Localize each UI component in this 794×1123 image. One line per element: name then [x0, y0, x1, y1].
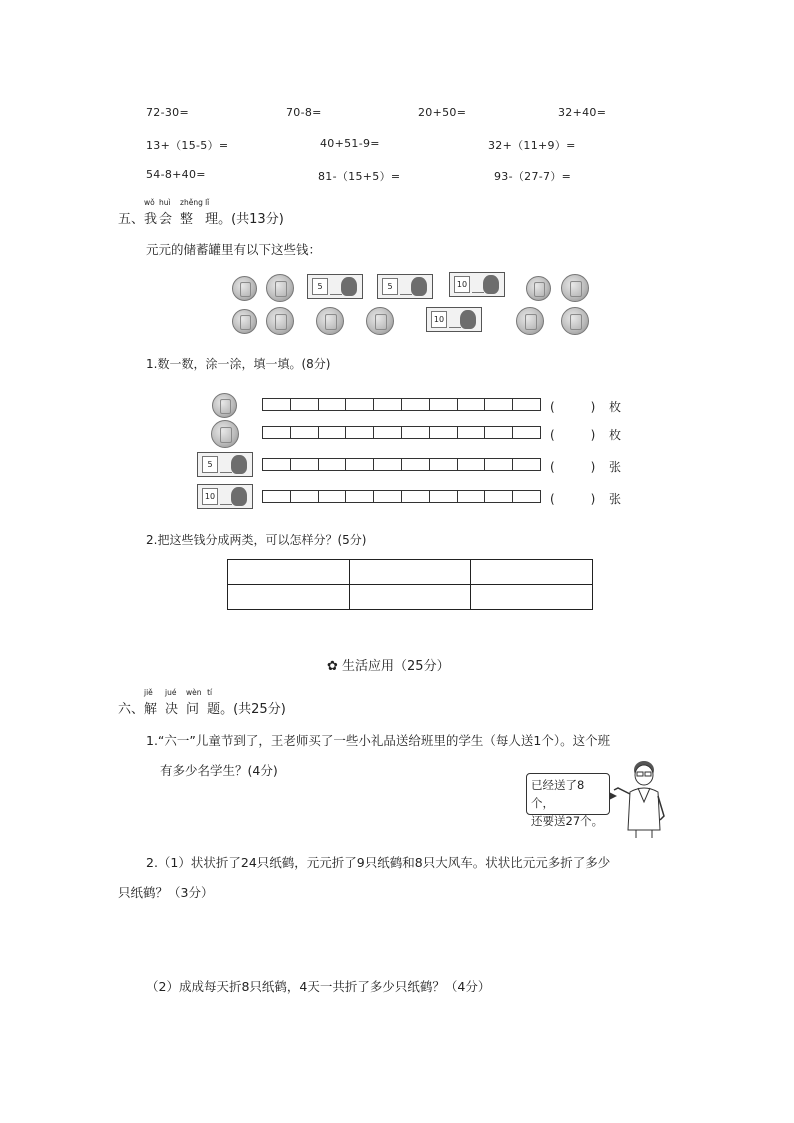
- one-jiao-coin-icon: [232, 276, 257, 301]
- ruby-char: huì 会: [159, 198, 173, 227]
- ten-yuan-note-icon: 10: [197, 484, 253, 509]
- ruby-char: jué 决: [165, 688, 179, 717]
- unit-label: 枚: [609, 428, 622, 442]
- table-cell[interactable]: [349, 560, 471, 585]
- table-cell[interactable]: [471, 585, 593, 610]
- calc-item: 70-8=: [286, 106, 322, 119]
- one-yuan-coin-icon: [366, 307, 394, 335]
- one-yuan-coin-icon: [516, 307, 544, 335]
- ruby-char: wèn 问: [186, 688, 202, 717]
- calc-item: 32+40=: [558, 106, 607, 119]
- ten-yuan-note-icon: 10: [449, 272, 505, 297]
- one-yuan-coin-icon: [561, 274, 589, 302]
- ruby-char: lǐ 理: [205, 198, 219, 227]
- count-grid-row[interactable]: [262, 426, 541, 439]
- ten-yuan-note-icon: 10: [426, 307, 482, 332]
- five-yuan-note-icon: 5: [197, 452, 253, 477]
- calc-item: 93-（27-7）=: [494, 170, 572, 183]
- count-grid-row[interactable]: [262, 458, 541, 471]
- bubble-line: 还要送27个。: [531, 814, 604, 828]
- classification-table: [227, 559, 593, 610]
- table-cell[interactable]: [228, 560, 350, 585]
- ruby-char: wǒ 我: [144, 198, 158, 227]
- count-grid-row[interactable]: [262, 398, 541, 411]
- savings-intro: 元元的储蓄罐里有以下这些钱：: [146, 242, 322, 257]
- question-6-1-line1: 1.“六一”儿童节到了，王老师买了一些小礼品送给班里的学生（每人送1个）。这个班: [146, 733, 611, 748]
- answer-blank[interactable]: ( ): [550, 400, 596, 414]
- count-grid-row[interactable]: [262, 490, 541, 503]
- one-yuan-coin-icon: [266, 274, 294, 302]
- life-application-heading: ✿ 生活应用（25分）: [327, 659, 450, 674]
- section5-prefix: 五、: [118, 212, 145, 227]
- table-cell[interactable]: [349, 585, 471, 610]
- question-6-1-line2: 有多少名学生？(4分): [160, 763, 278, 778]
- calc-item: 54-8+40=: [146, 168, 206, 181]
- question-6-2-line1: 2.（1）状状折了24只纸鹤，元元折了9只纸鹤和8只大风车。状状比元元多折了多少: [146, 855, 611, 870]
- question-6-2-part2: （2）成成每天折8只纸鹤，4天一共折了多少只纸鹤？（4分）: [146, 979, 491, 994]
- unit-label: 张: [609, 460, 622, 474]
- section6-heading: [118, 688, 286, 717]
- unit-label: 枚: [609, 400, 622, 414]
- one-jiao-coin-icon: [526, 276, 551, 301]
- section6-prefix: 六、: [118, 702, 145, 717]
- bubble-line: 已经送了8个，: [531, 778, 585, 810]
- one-yuan-coin-icon: [211, 420, 239, 448]
- table-cell[interactable]: [471, 560, 593, 585]
- question-5-2: 2.把这些钱分成两类，可以怎样分？(5分): [146, 533, 367, 547]
- answer-blank[interactable]: ( ): [550, 492, 596, 506]
- one-yuan-coin-icon: [561, 307, 589, 335]
- section5-heading: [118, 198, 284, 227]
- calc-item: 32+（11+9）=: [488, 139, 576, 152]
- section5-suffix: 。(共13分): [218, 212, 284, 227]
- calc-item: 81-（15+5）=: [318, 170, 401, 183]
- one-jiao-coin-icon: [212, 393, 237, 418]
- question-5-1: 1.数一数，涂一涂，填一填。(8分): [146, 357, 331, 371]
- ruby-char: zhěng 整: [180, 198, 203, 227]
- unit-label: 张: [609, 492, 622, 506]
- section6-suffix: 。(共25分): [220, 702, 286, 717]
- ruby-char: jiě 解: [144, 688, 158, 717]
- one-yuan-coin-icon: [266, 307, 294, 335]
- calc-item: 13+（15-5）=: [146, 139, 229, 152]
- one-yuan-coin-icon: [316, 307, 344, 335]
- answer-blank[interactable]: ( ): [550, 460, 596, 474]
- ruby-char: tí 题: [207, 688, 221, 717]
- speech-bubble: [526, 773, 610, 828]
- calc-item: 20+50=: [418, 106, 467, 119]
- five-yuan-note-icon: 5: [307, 274, 363, 299]
- answer-blank[interactable]: ( ): [550, 428, 596, 442]
- calc-item: 40+51-9=: [320, 137, 380, 150]
- calc-item: 72-30=: [146, 106, 189, 119]
- question-6-2-line2: 只纸鹤？（3分）: [118, 885, 214, 900]
- one-jiao-coin-icon: [232, 309, 257, 334]
- teacher-illustration-icon: [612, 758, 672, 840]
- five-yuan-note-icon: 5: [377, 274, 433, 299]
- table-cell[interactable]: [228, 585, 350, 610]
